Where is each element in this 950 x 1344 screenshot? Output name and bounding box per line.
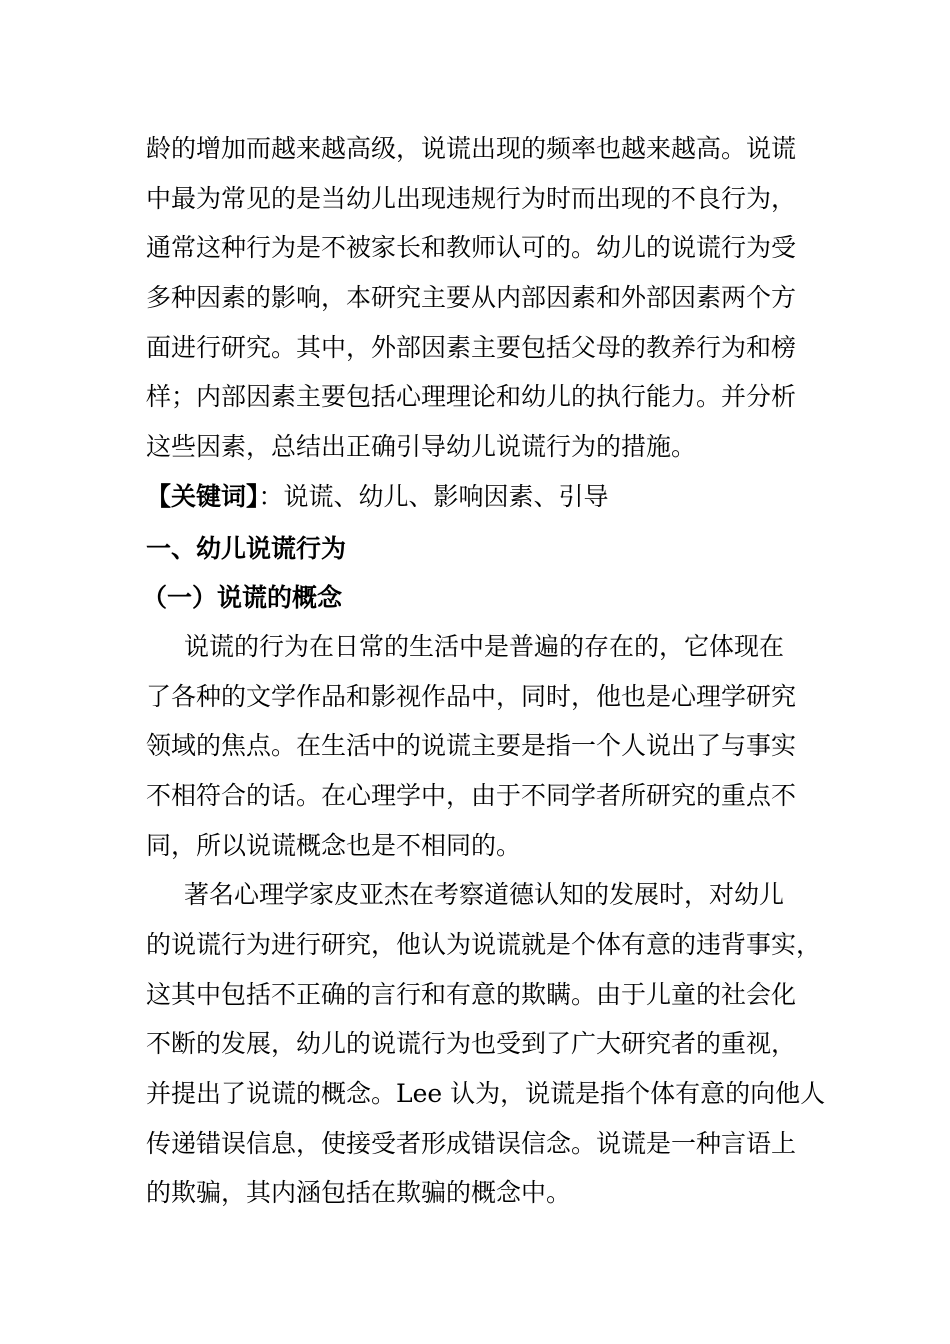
abstract-line: 龄的增加而越来越高级，说谎出现的频率也越来越高。说谎 [146,134,797,163]
keywords-label: 【关键词】 [146,482,259,511]
keywords-text: ：说谎、幼儿、影响因素、引导 [258,482,609,511]
paragraph-line: 传递错误信息，使接受者形成错误信念。说谎是一种言语上 [146,1129,797,1158]
abstract-line: 面进行研究。其中，外部因素主要包括父母的教养行为和榜 [146,333,797,362]
abstract-line: 通常这种行为是不被家长和教师认可的。幼儿的说谎行为受 [146,233,797,262]
paragraph-line: 的说谎行为进行研究，他认为说谎就是个体有意的违背事实， [146,930,822,959]
keywords-line [146,482,846,512]
abstract-line: 中最为常见的是当幼儿出现违规行为时而出现的不良行为， [146,184,797,213]
abstract-line: 多种因素的影响，本研究主要从内部因素和外部因素两个方 [146,283,797,312]
paragraph-line: 领域的焦点。在生活中的说谎主要是指一个人说出了与事实 [146,731,797,760]
section-heading: 一、幼儿说谎行为 [146,534,347,563]
paragraph-line: 并提出了说谎的概念。Lee 认为，说谎是指个体有意的向他人 [146,1079,826,1108]
abstract-line: 样；内部因素主要包括心理理论和幼儿的执行能力。并分析 [146,382,797,411]
paragraph-line: 同，所以说谎概念也是不相同的。 [146,831,522,860]
abstract-line: 这些因素，总结出正确引导幼儿说谎行为的措施。 [146,432,697,461]
paragraph-line: 不断的发展，幼儿的说谎行为也受到了广大研究者的重视， [146,1029,797,1058]
paragraph-line: 著名心理学家皮亚杰在考察道德认知的发展时，对幼儿 [184,880,785,909]
subsection-heading: （一）说谎的概念 [142,583,343,612]
paragraph-line: 不相符合的话。在心理学中，由于不同学者所研究的重点不 [146,781,797,810]
paragraph-line: 这其中包括不正确的言行和有意的欺瞒。由于儿童的社会化 [146,980,797,1009]
paragraph-line: 了各种的文学作品和影视作品中，同时，他也是心理学研究 [146,682,797,711]
paragraph-line: 说谎的行为在日常的生活中是普遍的存在的，它体现在 [184,632,785,661]
paragraph-line: 的欺骗，其内涵包括在欺骗的概念中。 [146,1178,572,1207]
